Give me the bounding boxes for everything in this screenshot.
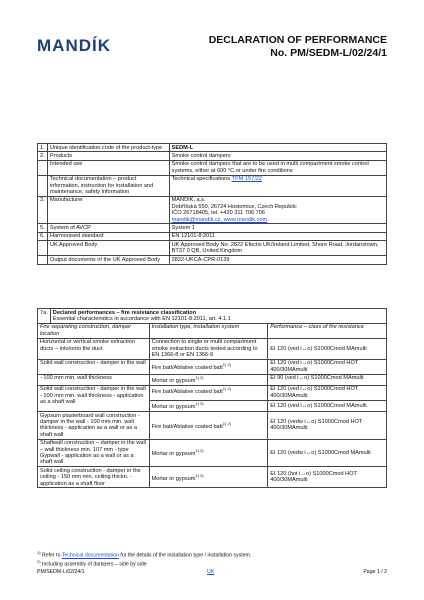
row-number: 3.: [38, 196, 48, 224]
installation-cell: Fire batt/Ablative coated batt$^{1) 2)}$: [149, 359, 268, 374]
table-row: [38, 144, 387, 152]
installation-text: Fire batt/Ablative coated batt: [151, 364, 223, 371]
row-value: [169, 175, 386, 196]
footnote-2: $^{2)}$ Including assembly of dampers – side by side: [37, 559, 147, 569]
footnotes: [37, 550, 251, 569]
construction-cell: Solid wall construction - damper in the wall - 100 mm min. wall thickness - application as a shaft wall: [38, 385, 150, 411]
performance-cell: EI 120 (vedw i↔o) S1000Cmod HOT 400/30MAmulti: [268, 412, 387, 440]
row-label: Manufacturer: [47, 196, 169, 224]
installation-cell: Fire batt/Ablative coated batt$^{1) 2)}$: [149, 412, 268, 440]
installation-text: Fire batt/Ablative coated batt: [151, 423, 223, 430]
page-number: Page 1 / 2: [363, 569, 387, 575]
section-heading: [50, 309, 386, 324]
table-row: [38, 175, 387, 196]
row-label: Unique identification code of the product-type: [47, 144, 169, 152]
performance-table: [37, 308, 387, 488]
row-label: System of AVCP: [47, 224, 169, 232]
table-row: [38, 412, 387, 440]
title-line-2: No. PM/SEDM-L/02/24/1: [270, 47, 387, 59]
row-value: [169, 196, 386, 224]
installation-cell: Mortar or gypsum$^{1) 2)}$: [149, 374, 268, 385]
section-subtitle: Essential characteristics in accordance with EN 12101-8:2011, art. 4.1.1: [52, 315, 231, 322]
section-number: 7a.: [38, 309, 51, 324]
manufacturer-address: Dobříšská 550, 26724 Hostomice, Czech Republic: [171, 203, 297, 210]
installation-text: Mortar or gypsum: [151, 475, 196, 482]
row-value: SEDM-L: [169, 144, 386, 152]
document-title: [209, 34, 387, 60]
construction-cell: Horizontal or vertical smoke extraction ducts – into/onto the duct: [38, 338, 150, 359]
row-label: Harmonised standard: [47, 232, 169, 240]
identification-table: [37, 143, 387, 265]
row-number: [38, 241, 48, 256]
table-row: [38, 241, 387, 256]
column-header: Performance – class of fire resistance: [268, 323, 387, 338]
column-header: Fire separating construction, damper location: [38, 323, 150, 338]
installation-cell: Mortar or gypsum$^{1) 2)}$: [149, 400, 268, 411]
construction-cell: - 100 mm min. wall thickness: [38, 374, 150, 385]
table-row: [38, 160, 387, 175]
construction-cell: Solid ceiling construction - damper in the ceiling - 150 mm min. ceiling thickn. - application as a shaft floor: [38, 467, 150, 488]
construction-cell: Shaftwall construction – damper in the wall – wall thickness min. 107 mm - type Gypwall - application as a wall or as a shaft wall: [38, 439, 150, 467]
row-number: [38, 256, 48, 264]
performance-cell: EI 120 (vedw i↔o) S1000Cmod MAmulti: [268, 439, 387, 467]
tech-spec-link[interactable]: TPM 157/22: [231, 176, 263, 183]
table-header-row: [38, 309, 387, 324]
table-row: [38, 359, 387, 374]
row-label: UK Approved Body: [47, 241, 169, 256]
performance-cell: EI 120 (ved i↔o) S1000Cmod HOT 400/30MAmulti: [268, 359, 387, 374]
installation-text: Mortar or gypsum: [151, 451, 196, 458]
performance-cell: EI 120 (ved i↔o) S1000Cmod MAmulti: [268, 338, 387, 359]
footnote-text: Including assembly of dampers – side by side: [42, 562, 147, 569]
row-value: UK Approved Body No. 2822 Efectis UK/Ireland Limited, Shore Road, Jordanstown, BT37 0 QB, United Kingdom: [169, 241, 386, 256]
construction-cell: Gypsum plasterboard wall construction - damper in the wall - 100 mm min. wall thickness - application as a wall or as a shaft wall: [38, 412, 150, 440]
row-number: [38, 160, 48, 175]
table-row: [38, 385, 387, 400]
footnote-text: Refer to: [42, 552, 62, 559]
row-value: EN 12101-8:2011: [169, 232, 386, 240]
row-value: System 1: [169, 224, 386, 232]
row-number: 5.: [38, 224, 48, 232]
row-number: 6.: [38, 232, 48, 240]
table-row: [38, 224, 387, 232]
construction-cell: Solid wall construction - damper in the wall: [38, 359, 150, 374]
performance-cell: EI 120 (ved i↔o) S1000Cmod HOT 400/30MAmulti: [268, 385, 387, 400]
column-header: Installation type, installation system: [149, 323, 268, 338]
performance-cell: EI 120 (hot i↔o) S1000Cmod HOT 400/30MAmulti: [268, 467, 387, 488]
installation-text: Fire batt/Ablative coated batt: [151, 389, 223, 396]
table-row: [38, 338, 387, 359]
document-code: PM/SEDM-L/02/24/1: [37, 569, 85, 575]
table-row: [38, 196, 387, 224]
table-row: [38, 439, 387, 467]
installation-cell: Connection to single or multi compartment smoke extraction ducts tested according to EN 1366-8 or EN 1366-9: [149, 338, 268, 359]
company-logo: MANDÍK: [37, 36, 111, 55]
row-label: Products: [47, 152, 169, 160]
table-row: [38, 152, 387, 160]
row-label: Technical documentation – product information, instruction for installation and maintenance, safety information: [47, 175, 169, 196]
row-number: 2.: [38, 152, 48, 160]
row-label: Output documents of the UK Approved Body: [47, 256, 169, 264]
table-row: [38, 467, 387, 488]
manufacturer-contact: IČO 26718405, tel. +420 311 706 706: [171, 210, 265, 217]
table-row: [38, 374, 387, 385]
row-number: [38, 175, 48, 196]
row-value: 2822-UKCA-CPR-0139: [169, 256, 386, 264]
row-number: 1.: [38, 144, 48, 152]
language-link[interactable]: UK: [207, 569, 215, 575]
row-value: Smoke control dampers that are to be used in multi compartment smoke control systems, either at 600 °C or under fire conditions: [169, 160, 386, 175]
manufacturer-name: MANDÍK, a.s.: [171, 197, 206, 204]
performance-cell: EI 90 (ved i↔o) S1000Cmod MAmulti: [268, 374, 387, 385]
title-line-1: DECLARATION OF PERFORMANCE: [208, 34, 387, 46]
installation-text: Mortar or gypsum: [151, 378, 196, 385]
footnote-1: $^{1)}$ Refer to Technical documentation for the details of the installation type / installation system.: [37, 550, 252, 559]
table-row: [38, 232, 387, 240]
section-title: Declared performances – fire resistance classification: [52, 309, 197, 316]
installation-text: Mortar or gypsum: [151, 404, 196, 411]
row-value: Smoke control dampers: [169, 152, 386, 160]
column-header-row: [38, 323, 387, 338]
row-label: Intended use: [47, 160, 169, 175]
installation-cell: Mortar or gypsum$^{1) 2)}$: [149, 467, 268, 488]
table-row: [38, 256, 387, 264]
value-text: Technical specifications: [171, 176, 232, 183]
footnote-text: for the details of the installation type / installation system.: [118, 552, 252, 559]
manufacturer-web-link[interactable]: mandik@mandik.cz, www.mandik.com: [171, 216, 268, 223]
technical-documentation-link[interactable]: Technical documentation: [61, 552, 119, 559]
installation-cell: Mortar or gypsum$^{1) 2)}$: [149, 439, 268, 467]
installation-cell: Fire batt/Ablative coated batt$^{1) 2)}$: [149, 385, 268, 400]
performance-cell: EI 120 (ved i↔o) S1000Cmod MAmulti: [268, 400, 387, 411]
